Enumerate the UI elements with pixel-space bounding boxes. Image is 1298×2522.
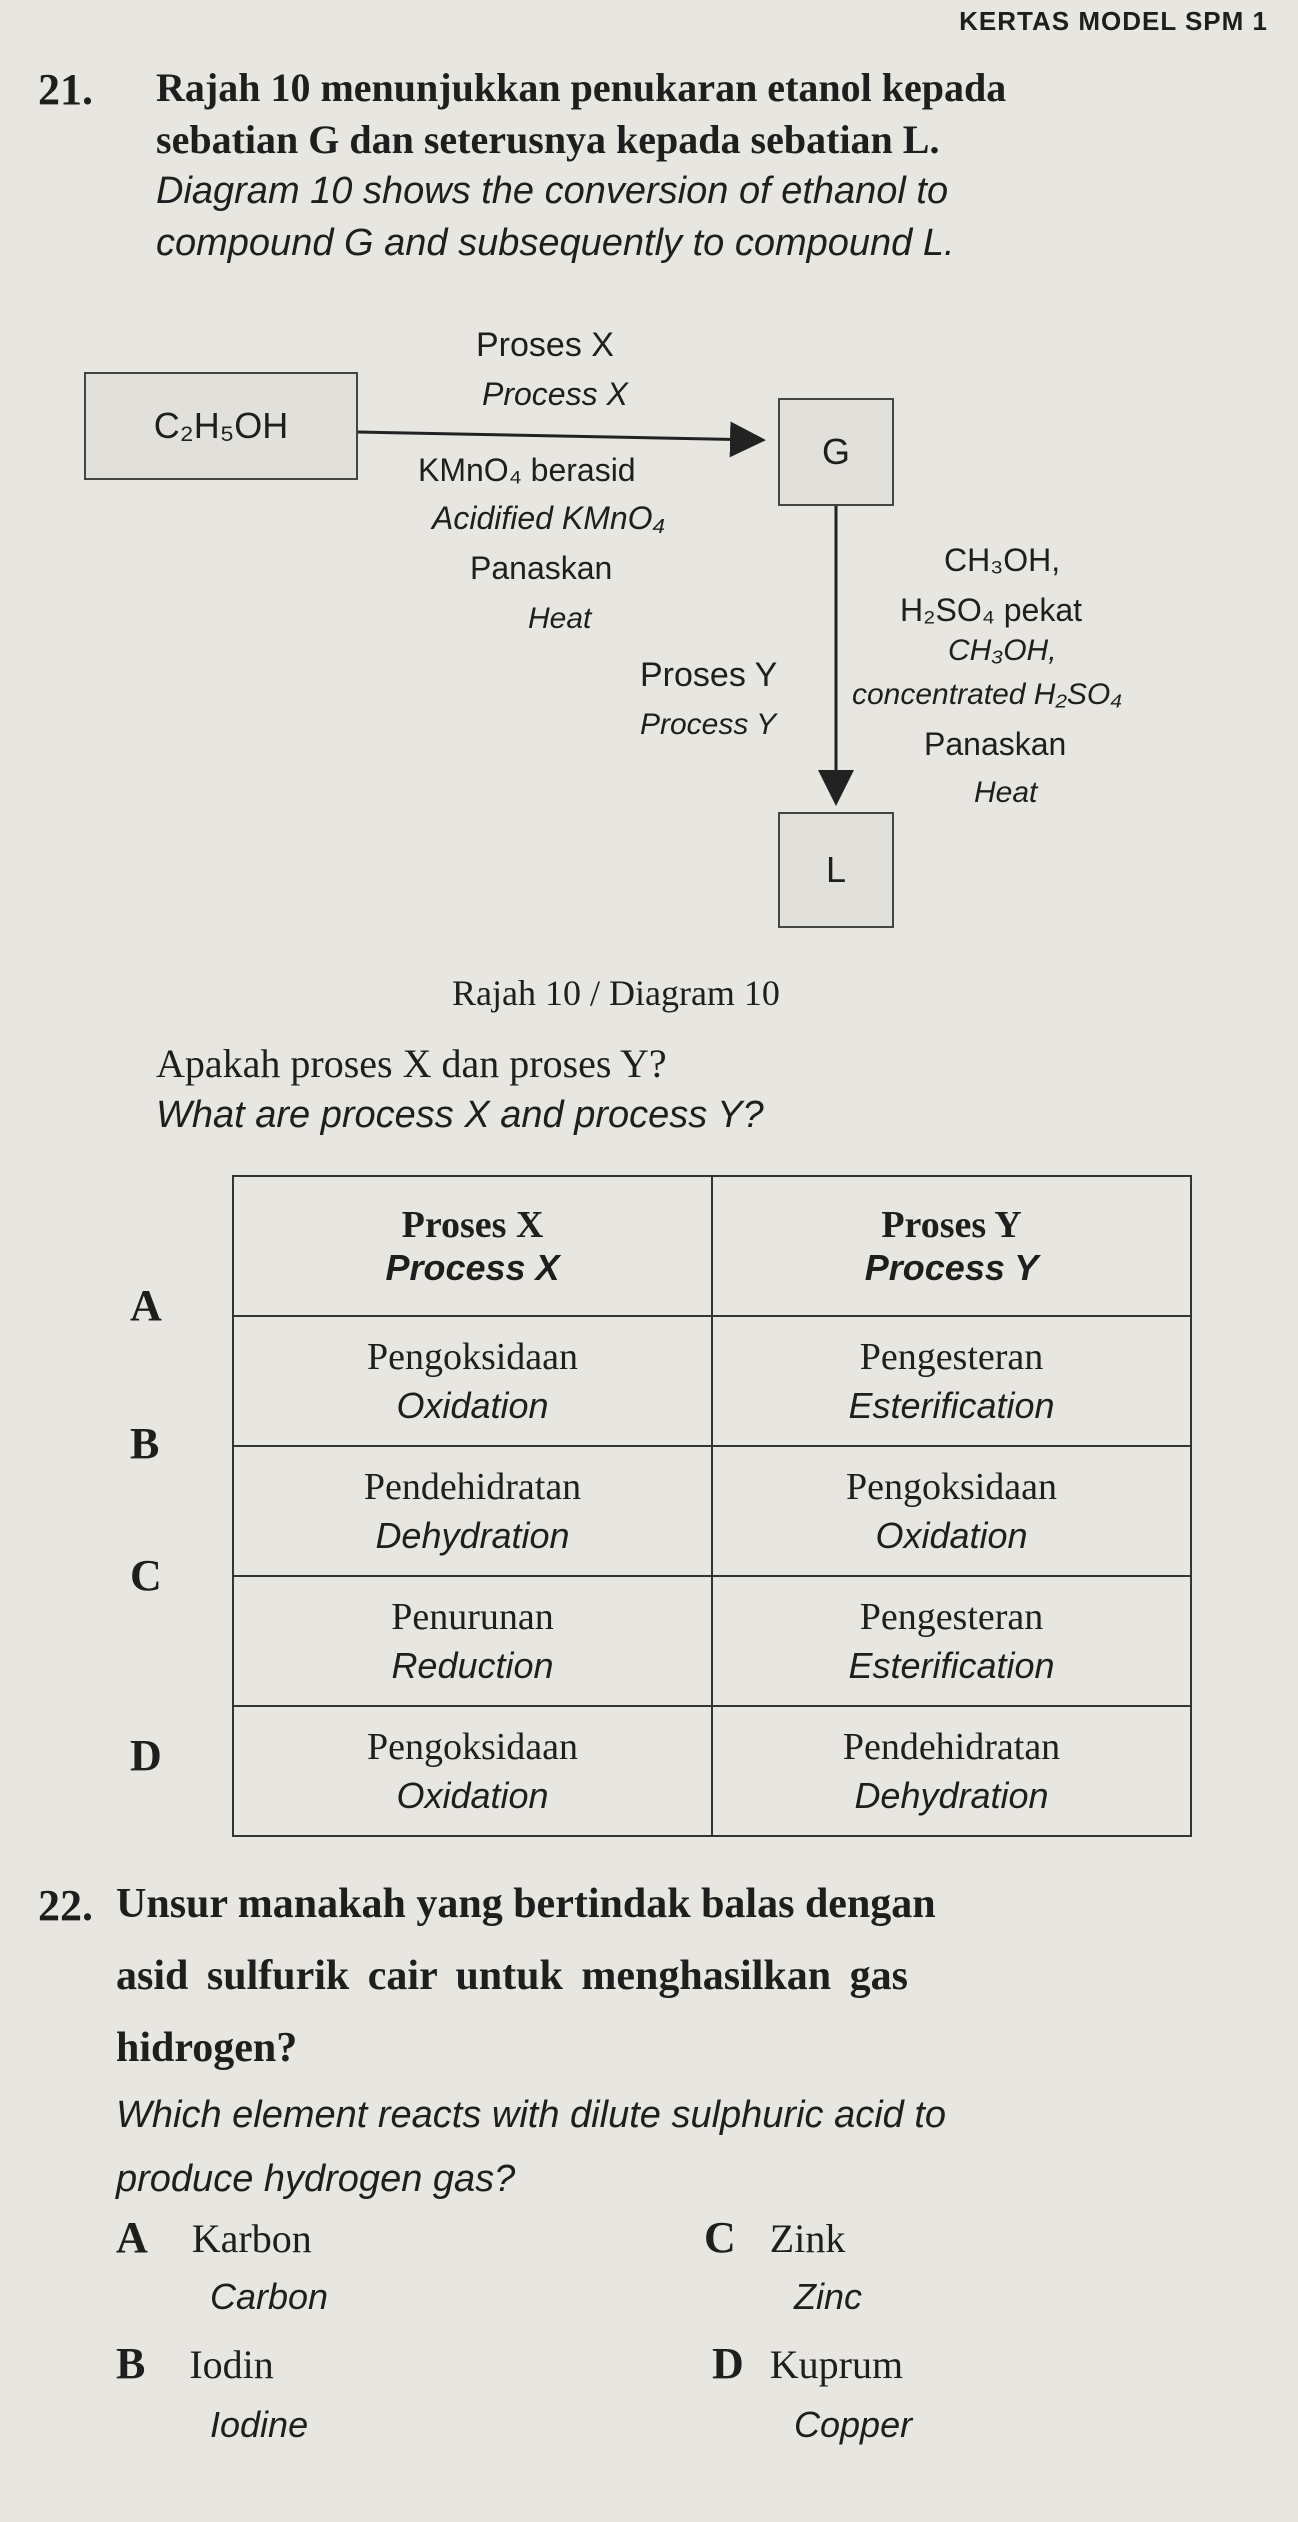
option-d-ms: Kuprum [769, 2342, 904, 2387]
cell-x-ms: Pengoksidaan [366, 1726, 579, 1768]
cell-x-en: Oxidation [396, 1385, 549, 1426]
option-c[interactable] [704, 2212, 845, 2263]
cell-x-en: Dehydration [375, 1515, 570, 1556]
cell-y-en: Oxidation [875, 1515, 1028, 1556]
cell-x-en: Oxidation [396, 1775, 549, 1816]
heat-x-ms: Panaskan [470, 550, 613, 586]
q21-text-ms-1: Rajah 10 menunjukkan penukaran etanol kepada [156, 65, 1007, 110]
header-x-en: Process X [385, 1247, 560, 1288]
cell-x-en: Reduction [391, 1645, 554, 1686]
header-x-ms: Proses X [401, 1204, 544, 1246]
header-y-en: Process Y [864, 1247, 1039, 1288]
option-d-en: Copper [794, 2404, 913, 2445]
heat-x-en: Heat [528, 602, 592, 635]
table-row [233, 1316, 1191, 1446]
reagent-x-en: Acidified KMnO₄ [432, 500, 666, 536]
answer-table [232, 1175, 1192, 1837]
table-header-row [233, 1176, 1191, 1316]
cell-y-en: Esterification [848, 1645, 1055, 1686]
q22-text-en-1: Which element reacts with dilute sulphuric acid to [116, 2094, 947, 2136]
cell-x-ms: Pendehidratan [363, 1466, 582, 1508]
process-y-label-en: Process Y [640, 708, 777, 741]
option-b-letter: B [116, 2339, 146, 2388]
cell-y-ms: Pengesteran [859, 1596, 1044, 1638]
option-a-ms: Karbon [191, 2216, 312, 2261]
header-y-ms: Proses Y [881, 1204, 1022, 1246]
q21-text-ms-2: sebatian G dan seterusnya kepada sebatian L. [156, 117, 940, 162]
compound-l-box: L [778, 812, 894, 928]
cell-y-ms: Pengoksidaan [845, 1466, 1058, 1508]
option-b[interactable] [116, 2338, 274, 2389]
reagent-y-1: CH₃OH, [944, 542, 1061, 578]
header-process-x [233, 1176, 712, 1316]
arrow-process-x [358, 432, 760, 440]
q21-question-en: What are process X and process Y? [156, 1094, 764, 1136]
process-x-label-en: Process X [482, 376, 628, 412]
compound-g-box: G [778, 398, 894, 506]
process-x-label-ms: Proses X [476, 326, 614, 364]
q21-text-en-2: compound G and subsequently to compound L. [156, 222, 955, 264]
paper-header: KERTAS MODEL SPM 1 [959, 6, 1268, 36]
cell-y-en: Esterification [848, 1385, 1055, 1426]
option-d[interactable] [712, 2338, 903, 2389]
q22-text-en-2: produce hydrogen gas? [116, 2158, 516, 2200]
option-letter-d[interactable]: D [130, 1731, 162, 1780]
cell-x-ms: Pengoksidaan [366, 1336, 579, 1378]
process-y-label-ms: Proses Y [640, 656, 778, 694]
heat-y-ms: Panaskan [924, 726, 1067, 762]
table-row [233, 1446, 1191, 1576]
q22-text-ms-3: hidrogen? [116, 2025, 298, 2071]
table-row [233, 1706, 1191, 1836]
option-c-en: Zinc [794, 2276, 863, 2317]
table-row [233, 1576, 1191, 1706]
reagent-x-ms: KMnO₄ berasid [418, 452, 636, 488]
option-letter-a[interactable]: A [130, 1281, 162, 1330]
reagent-y-3: CH₃OH, [948, 634, 1057, 667]
option-d-letter: D [712, 2339, 744, 2388]
reagent-y-2-ms: H₂SO₄ pekat [900, 592, 1082, 628]
ethanol-box: C₂H₅OH [84, 372, 358, 480]
option-b-en: Iodine [210, 2404, 309, 2445]
header-process-y [712, 1176, 1191, 1316]
option-c-letter: C [704, 2213, 736, 2262]
reagent-y-4-en: concentrated H₂SO₄ [852, 678, 1123, 711]
diagram-caption: Rajah 10 / Diagram 10 [452, 973, 780, 1013]
question-22-number: 22. [38, 1881, 93, 1930]
option-a[interactable] [116, 2212, 312, 2263]
option-a-letter: A [116, 2213, 148, 2262]
cell-y-ms: Pendehidratan [842, 1726, 1061, 1768]
option-b-ms: Iodin [189, 2342, 274, 2387]
q22-text-ms-2: asid sulfurik cair untuk menghasilkan gas [116, 1953, 908, 1999]
option-c-ms: Zink [769, 2216, 846, 2261]
cell-y-en: Dehydration [854, 1775, 1049, 1816]
cell-x-ms: Penurunan [391, 1596, 554, 1638]
q22-text-ms-1: Unsur manakah yang bertindak balas dengan [116, 1881, 936, 1927]
heat-y-en: Heat [974, 776, 1038, 809]
q21-question-ms: Apakah proses X dan proses Y? [156, 1041, 667, 1086]
option-letter-c[interactable]: C [130, 1551, 162, 1600]
q21-text-en-1: Diagram 10 shows the conversion of ethanol to [156, 170, 949, 212]
option-letter-b[interactable]: B [130, 1419, 160, 1468]
question-21-number: 21. [38, 65, 93, 114]
option-a-en: Carbon [210, 2276, 329, 2317]
cell-y-ms: Pengesteran [859, 1336, 1044, 1378]
